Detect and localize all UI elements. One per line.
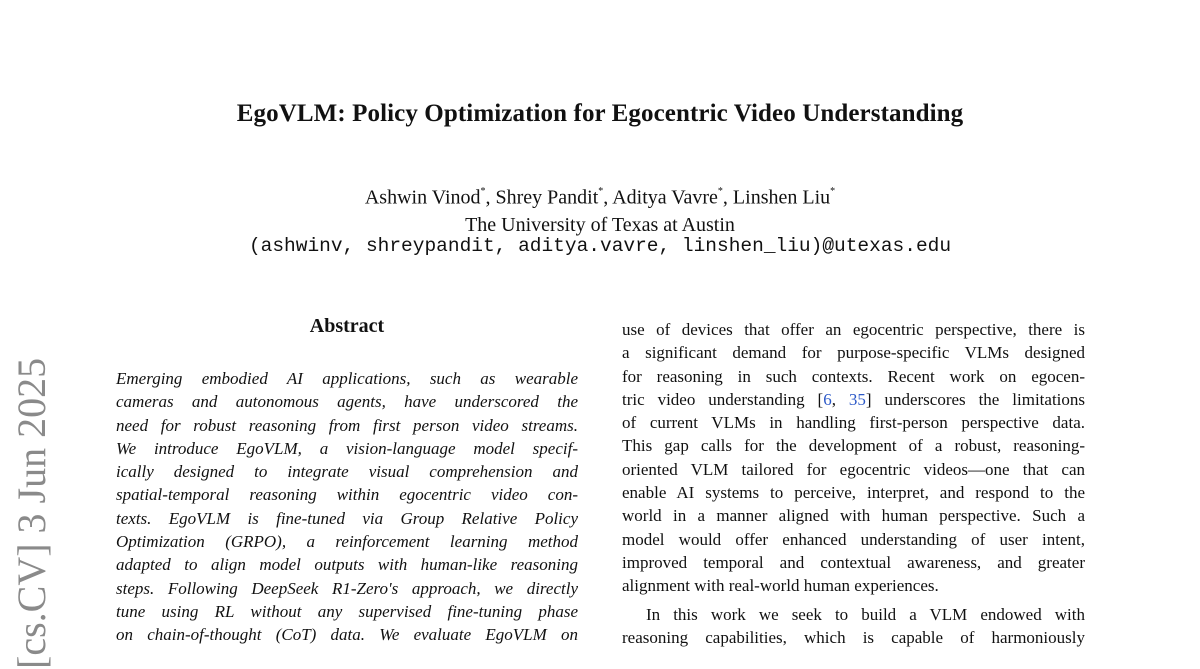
abstract-line: We introduce EgoVLM, a vision-language model specif-	[116, 438, 578, 458]
paper-title: EgoVLM: Policy Optimization for Egocentric Video Understanding	[236, 100, 964, 127]
abstract-line: cameras and autonomous agents, have underscored the	[116, 392, 578, 412]
abstract-line: tune using RL without any supervised fine-tuning phase	[116, 601, 578, 621]
abstract-line: texts. EgoVLM is fine-tuned via Group Relative Policy	[116, 508, 578, 528]
equal-contribution-mark: *	[598, 186, 604, 197]
abstract-line: need for robust reasoning from first person video streams.	[116, 415, 578, 435]
text-line: reasoning capabilities, which is capable of harmoniously	[622, 627, 1085, 647]
equal-contribution-mark: *	[717, 186, 723, 197]
author-name: Shrey Pandit	[495, 186, 599, 209]
text-line: alignment with real-world human experiences.	[622, 576, 939, 596]
citation-link-35[interactable]: 35	[848, 389, 866, 409]
text-line-with-citations	[622, 388, 1085, 411]
text-line: for reasoning in such contexts. Recent work on egocen-	[622, 366, 1085, 386]
abstract-text	[116, 367, 578, 647]
arxiv-stamp: [cs.CV] 3 Jun 2025	[9, 357, 54, 669]
text-line: This gap calls for the development of a robust, reasoning-	[622, 436, 1085, 456]
text-line: enable AI systems to perceive, interpret, and respond to the	[622, 483, 1085, 503]
author-name: Ashwin Vinod	[364, 186, 481, 209]
text-line: oriented VLM tailored for egocentric videos—one that can	[622, 459, 1085, 479]
text-line: In this work we seek to build a VLM endowed with	[646, 604, 1085, 624]
abstract-line: ically designed to integrate visual comprehension and	[116, 462, 578, 482]
text-fragment: ,	[831, 389, 849, 409]
abstract-heading: Abstract	[309, 315, 385, 337]
equal-contribution-mark: *	[830, 186, 836, 197]
author-separator: ,	[603, 186, 613, 209]
affiliation: The University of Texas at Austin	[465, 213, 735, 236]
author-emails[interactable]: (ashwinv, shreypandit, aditya.vavre, linshen_liu)@utexas.edu	[248, 235, 952, 257]
text-line: use of devices that offer an egocentric perspective, there is	[622, 320, 1085, 339]
author-name: Aditya Vavre	[612, 186, 718, 209]
author-separator: ,	[722, 186, 733, 209]
text-line: a significant demand for purpose-specific VLMs designed	[622, 343, 1085, 363]
author-separator: ,	[485, 186, 496, 209]
abstract-line: steps. Following DeepSeek R1-Zero's approach, we directly	[116, 578, 578, 598]
text-fragment: tric video understanding [	[622, 389, 824, 409]
abstract-line: spatial-temporal reasoning within egocentric video con-	[116, 485, 578, 505]
abstract-line: Optimization (GRPO), a reinforcement learning method	[116, 532, 578, 552]
equal-contribution-mark: *	[480, 186, 486, 197]
introduction-column	[622, 318, 1085, 649]
text-line: world in a manner aligned with human perspective. Such a	[622, 506, 1085, 526]
text-line: model would offer enhanced understanding of user intent,	[622, 529, 1085, 549]
author-name: Linshen Liu	[732, 186, 831, 209]
citation-link-6[interactable]: 6	[823, 389, 832, 409]
abstract-line: Emerging embodied AI applications, such as wearable	[116, 369, 578, 388]
abstract-line: on chain-of-thought (CoT) data. We evaluate EgoVLM on	[116, 625, 578, 645]
abstract-line: adapted to align model outputs with human-like reasoning	[116, 555, 578, 575]
text-line: improved temporal and contextual awareness, and greater	[622, 552, 1085, 572]
author-list	[0, 180, 1200, 212]
author-block	[0, 180, 1200, 239]
text-line: of current VLMs in handling first-person perspective data.	[622, 413, 1085, 433]
text-fragment: ] underscores the limitations	[865, 389, 1086, 409]
